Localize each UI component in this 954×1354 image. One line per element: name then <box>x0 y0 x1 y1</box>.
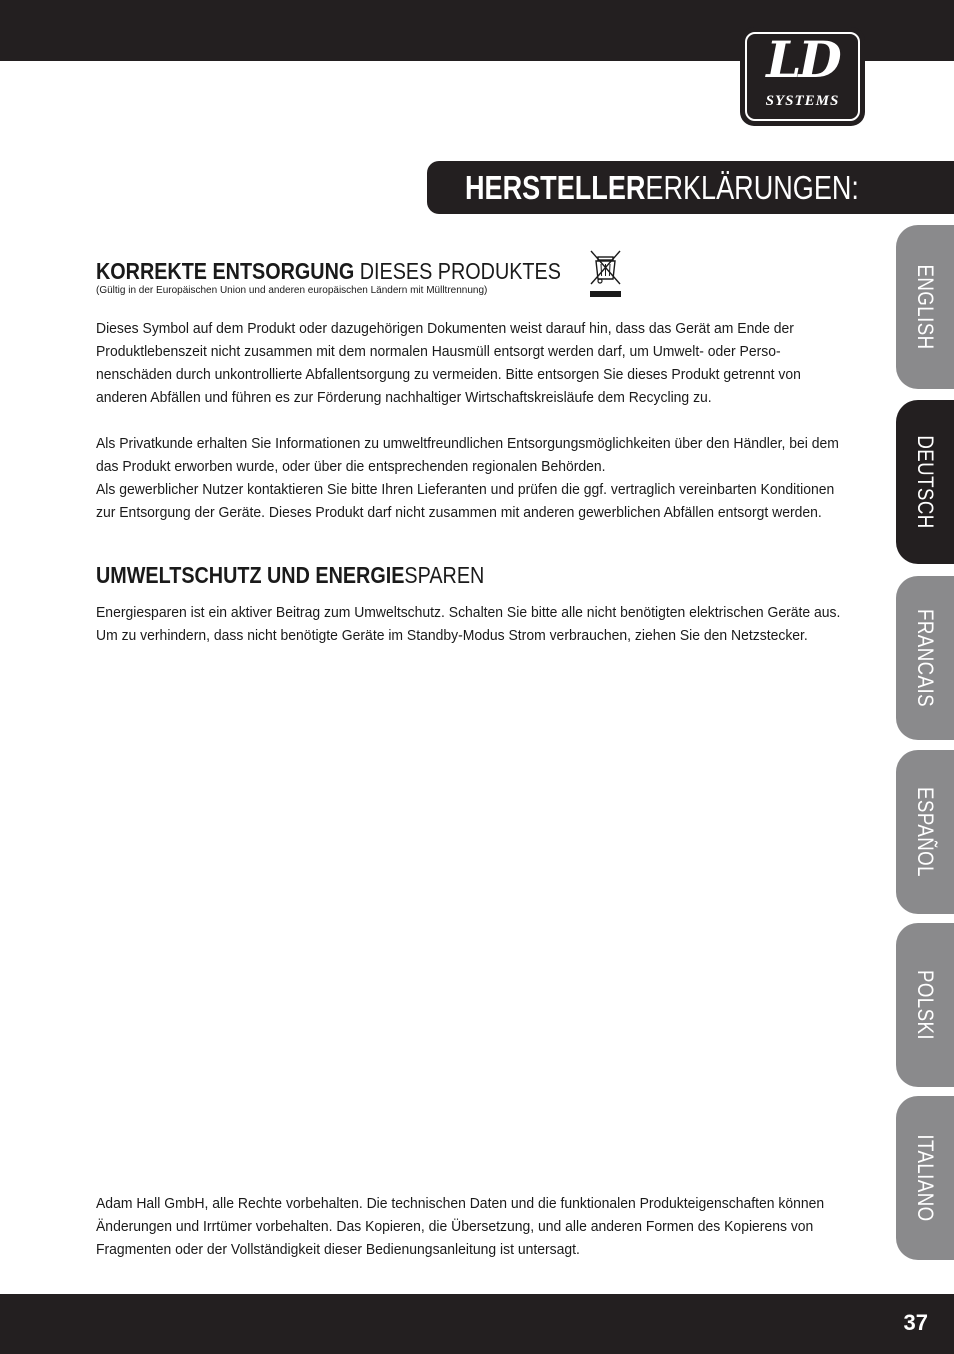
page-title-bar <box>427 161 954 214</box>
disposal-paragraph-2: Als Privatkunde erhalten Sie Informationen zu umweltfreundlichen Entsorgungsmöglichkeiten über den Händler, bei dem das Produkt erworben wurde, oder über die entsprechenden regionalen Behörden. <box>96 435 839 475</box>
tab-english[interactable] <box>896 225 954 389</box>
logo-main-text: LD <box>766 30 839 89</box>
bottom-bar <box>0 1294 954 1354</box>
tab-deutsch[interactable] <box>896 400 954 564</box>
crossed-out-wheelie-bin-icon <box>588 248 622 300</box>
disposal-heading <box>96 258 750 284</box>
ld-systems-logo <box>740 27 865 126</box>
disposal-heading-bold: KORREKTE ENTSORGUNG <box>96 258 355 284</box>
disposal-section <box>96 258 856 297</box>
page-title <box>465 169 859 207</box>
tab-polski-label: POLSKI <box>913 969 938 1041</box>
energy-heading-bold: UMWELTSCHUTZ UND ENERGIE <box>96 562 405 588</box>
page-number: 37 <box>903 1310 928 1335</box>
page-title-regular: ERKLÄRUNGEN: <box>645 169 859 206</box>
tab-italiano-label: ITALIANO <box>913 1134 938 1222</box>
energy-paragraph-1: Energiesparen ist ein aktiver Beitrag zum Umweltschutz. Schalten Sie bitte alle nicht benötigten elektrischen Geräte aus. Um zu verhindern, dass nicht benötigte Geräte im Standby-Modus Strom verbrauchen, ziehen Sie den Netzstecker. <box>96 604 841 644</box>
footer-copyright: Adam Hall GmbH, alle Rechte vorbehalten. Die technischen Daten und die funktionalen Produkteigenschaften können Änderungen und Irrtümer vorbehalten. Das Kopieren, die Übersetzung, und alle anderen Formen des Kopierens von Fragmenten oder der Vollständigkeit dieser Bedienungsanleitung ist untersagt. <box>96 1195 825 1258</box>
energy-heading <box>96 562 750 588</box>
logo-sub-text: SYSTEMS <box>765 93 840 109</box>
disposal-body <box>96 317 856 524</box>
energy-heading-regular: SPAREN <box>404 562 485 588</box>
tab-francais[interactable] <box>896 576 954 740</box>
page-title-bold: HERSTELLER <box>465 169 646 206</box>
footer-copyright-block <box>96 1192 856 1261</box>
disposal-note: (Gültig in der Europäischen Union und anderen europäischen Ländern mit Mülltrennung) <box>96 285 488 296</box>
tab-francais-label: FRANCAIS <box>913 609 938 707</box>
disposal-heading-regular: DIESES PRODUKTES <box>354 258 561 284</box>
disposal-paragraph-1: Dieses Symbol auf dem Produkt oder dazugehörigen Dokumenten weist darauf hin, dass das Gerät am Ende der Produktlebenszeit nicht zusammen mit dem normalen Hausmüll entsorgt werden darf, um Umwelt- oder Perso-nenschäden durch unkontrollierte Abfallentsorgung zu vermeiden. Bitte entsorgen Sie dieses Produkt getrennt von anderen Abfällen und führen es zur Förderung nachhaltiger Wirtschaftskreisläufe dem Recycling zu. <box>96 320 801 406</box>
tab-espanol[interactable] <box>896 750 954 914</box>
tab-polski[interactable] <box>896 923 954 1087</box>
energy-section <box>96 562 856 588</box>
tab-italiano[interactable] <box>896 1096 954 1260</box>
energy-body <box>96 601 856 647</box>
tab-deutsch-label: DEUTSCH <box>913 435 938 529</box>
disposal-paragraph-3: Als gewerblicher Nutzer kontaktieren Sie bitte Ihren Lieferanten und prüfen die ggf. vertraglich vereinbarten Konditionen zur Entsorgung der Geräte. Dieses Produkt darf nicht zusammen mit anderen gewerblichen Abfällen entsorgt werden. <box>96 481 835 521</box>
tab-espanol-label: ESPAÑOL <box>913 787 938 877</box>
tab-english-label: ENGLISH <box>913 264 938 350</box>
